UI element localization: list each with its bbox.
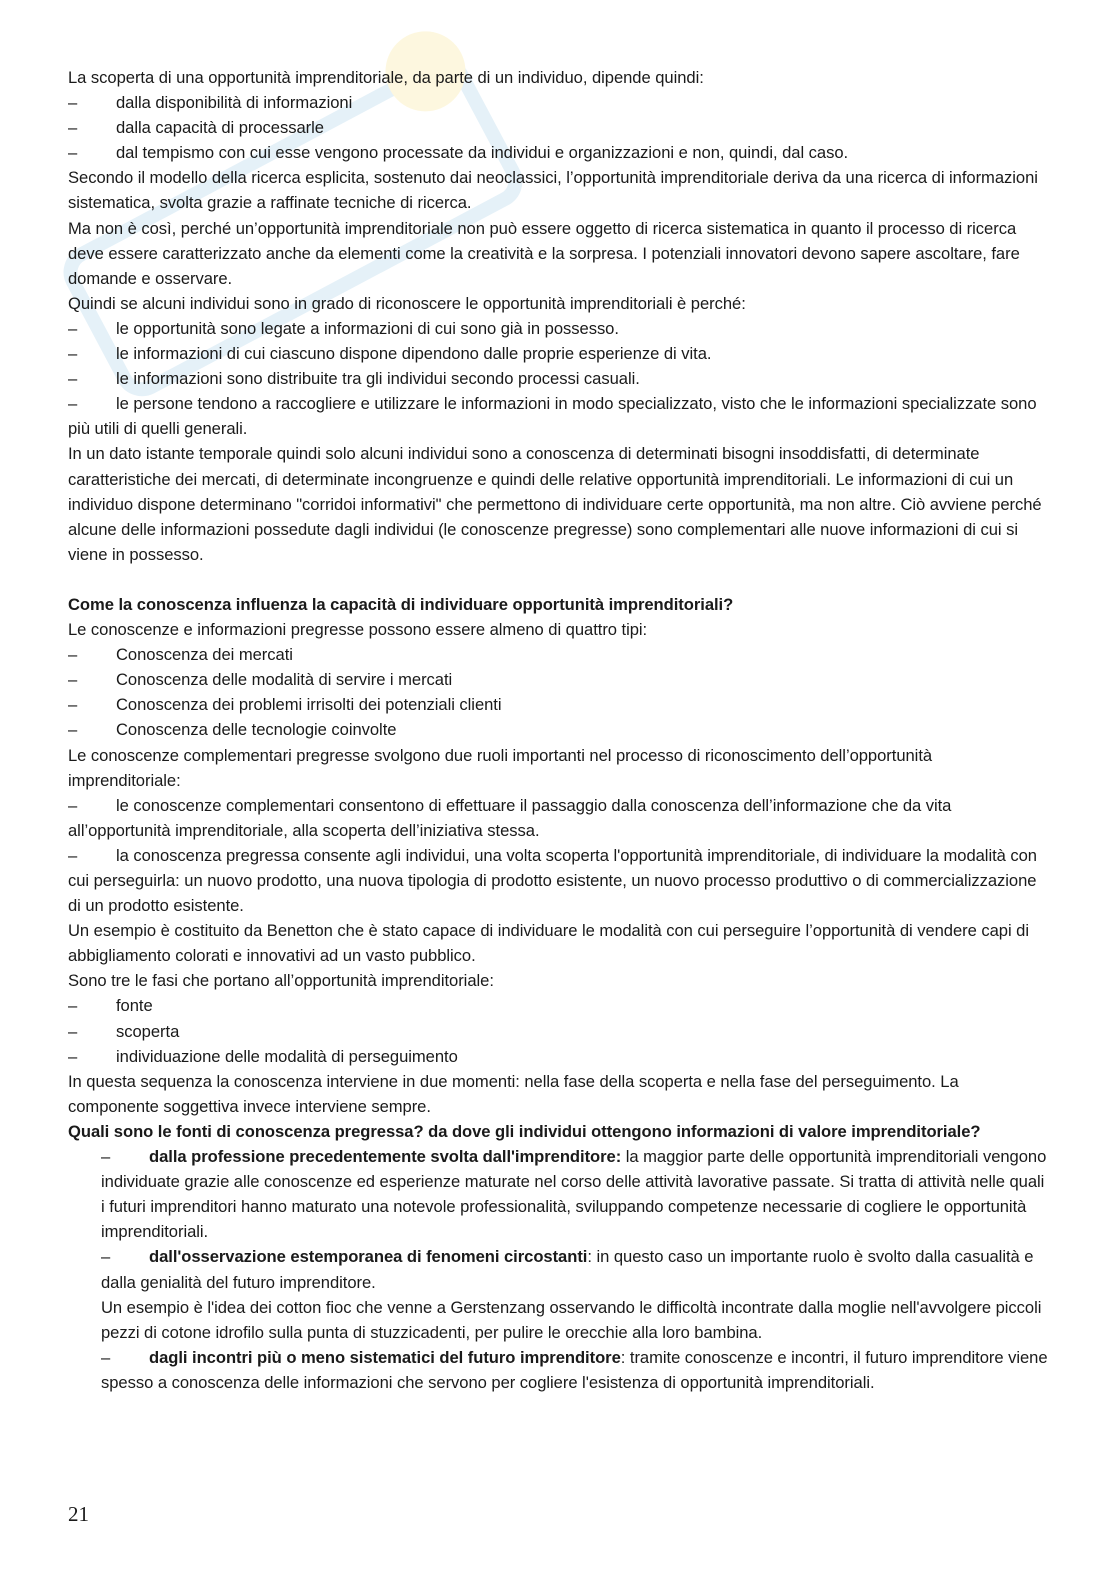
list-item: – la conoscenza pregressa consente agli individui, una volta scoperta l'opportunità imprenditoriale, di individuare la modalità con cui perseguirla: un nuovo prodotto, una nuova tipologia di prodotto esistente, un nuovo processo produttivo o di commercializzazione di un prodotto esistente. xyxy=(68,845,1037,916)
list-item: – dalla disponibilità di informazioni xyxy=(68,93,353,113)
document-body xyxy=(68,65,1048,1395)
list-item: – Conoscenza delle tecnologie coinvolte xyxy=(68,720,397,740)
list-item: – dal tempismo con cui esse vengono processate da individui e organizzazioni e non, quindi, dal caso. xyxy=(68,143,849,163)
list-item: – Conoscenza dei mercati xyxy=(68,645,293,665)
section-heading: Come la conoscenza influenza la capacità di individuare opportunità imprenditoriali? xyxy=(68,594,734,614)
list-item: – dalla professione precedentemente svolta dall'imprenditore: la maggior parte delle opportunità imprenditoriali vengono individuate grazie alle conoscenze ed esperienze maturate nel corso delle attività lavorative passate. Si tratta di attività nelle quali i futuri imprenditori hanno maturato una notevole professionalità, sviluppando competenze necessarie di cogliere le opportunità imprenditoriali. xyxy=(101,1147,1047,1242)
paragraph: Ma non è così, perché un’opportunità imprenditoriale non può essere oggetto di ricerca sistematica in quanto il processo di ricerca deve essere caratterizzato anche da elementi come la creatività e la sorpresa. I potenziali innovatori devono sapere ascoltare, fare domande e osservare. xyxy=(68,218,1020,288)
paragraph: La scoperta di una opportunità imprenditoriale, da parte di un individuo, dipende quindi: xyxy=(68,68,704,87)
section-heading: Quali sono le fonti di conoscenza pregressa? da dove gli individui ottengono informazioni di valore imprenditoriale? xyxy=(68,1121,981,1141)
list-item: – le persone tendono a raccogliere e utilizzare le informazioni in modo specializzato, visto che le informazioni specializzate sono più utili di quelli generali. xyxy=(68,394,1037,439)
page-number: 21 xyxy=(68,1502,89,1526)
paragraph: In un dato istante temporale quindi solo alcuni individui sono a conoscenza di determinati bisogni insoddisfatti, di determinate caratteristiche dei mercati, di determinate incongruenze e quindi delle relative opportunità imprenditoriali. Le informazioni di cui un individuo dispone determinano "corridoi informativi" che permettono di individuare certe opportunità, ma non altre. Ciò avviene perché alcune delle informazioni possedute dagli individui (le conoscenze pregresse) sono complementari alle nuove informazioni di cui si viene in possesso. xyxy=(68,444,1042,564)
paragraph: Un esempio è l'idea dei cotton fioc che venne a Gerstenzang osservando le difficoltà incontrate dalla moglie nell'avvolgere piccoli pezzi di cotone idrofilo sulla punta di stuzzicadenti, per pulire le orecchie alla loro bambina. xyxy=(101,1297,1042,1342)
list-item: – fonte xyxy=(68,996,153,1016)
paragraph: Secondo il modello della ricerca esplicita, sostenuto dai neoclassici, l’opportunità imprenditoriale deriva da una ricerca di informazioni sistematica, svolta grazie a raffinate tecniche di ricerca. xyxy=(68,168,1038,213)
list-item: – le informazioni di cui ciascuno dispone dipendono dalle proprie esperienze di vita. xyxy=(68,344,712,364)
list-item: – scoperta xyxy=(68,1021,180,1041)
list-item: – le conoscenze complementari consentono di effettuare il passaggio dalla conoscenza dell’informazione che da vita all’opportunità imprenditoriale, alla scoperta dell’iniziativa stessa. xyxy=(68,795,952,840)
list-item: – dall'osservazione estemporanea di fenomeni circostanti: in questo caso un importante ruolo è svolto dalla casualità e dalla genialità del futuro imprenditore. xyxy=(101,1247,1034,1292)
list-item: – le informazioni sono distribuite tra gli individui secondo processi casuali. xyxy=(68,369,640,389)
list-item: – Conoscenza dei problemi irrisolti dei potenziali clienti xyxy=(68,695,502,715)
paragraph: Le conoscenze complementari pregresse svolgono due ruoli importanti nel processo di riconoscimento dell’opportunità imprenditoriale: xyxy=(68,745,933,790)
list-item: – dagli incontri più o meno sistematici del futuro imprenditore: tramite conoscenze e incontri, il futuro imprenditore viene spesso a conoscenza delle informazioni che servono per cogliere l'esistenza di opportunità imprenditoriali. xyxy=(101,1347,1048,1392)
paragraph: Quindi se alcuni individui sono in grado di riconoscere le opportunità imprenditoriali è perché: xyxy=(68,293,746,313)
paragraph: Le conoscenze e informazioni pregresse possono essere almeno di quattro tipi: xyxy=(68,620,648,640)
list-item: – dalla capacità di processarle xyxy=(68,118,324,138)
paragraph: In questa sequenza la conoscenza interviene in due momenti: nella fase della scoperta e nella fase del perseguimento. La componente soggettiva invece interviene sempre. xyxy=(68,1071,959,1116)
list-item: – individuazione delle modalità di perseguimento xyxy=(68,1046,458,1066)
list-item: – le opportunità sono legate a informazioni di cui sono già in possesso. xyxy=(68,318,619,338)
list-item: – Conoscenza delle modalità di servire i mercati xyxy=(68,670,453,690)
paragraph: Sono tre le fasi che portano all’opportunità imprenditoriale: xyxy=(68,971,494,991)
paragraph: Un esempio è costituito da Benetton che è stato capace di individuare le modalità con cui perseguire l’opportunità di vendere capi di abbigliamento colorati e innovativi ad un vasto pubblico. xyxy=(68,921,1029,966)
